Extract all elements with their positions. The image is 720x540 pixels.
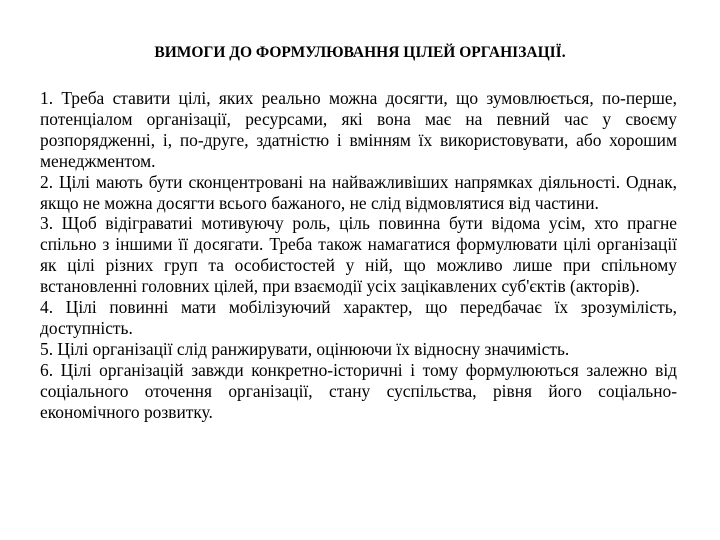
list-item-6: 6. Цілі організацій завжди конкретно-історичні і тому формулюються залежно від соціального оточення організації, стану суспільства, рівня його соціально-економічного розвитку. — [40, 359, 677, 422]
list-item-3: 3. Щоб відіграватиі мотивуючу роль, ціль повинна бути відома усім, хто прагне спільно з іншими її досягати. Треба також намагатися формулювати цілі організації як цілі різних груп та особистостей у ній, що можливо лише при спільному встановленні головних цілей, при взаємодії усіх зацікавлених суб'єктів (акторів). — [40, 213, 677, 297]
page-title: ВИМОГИ ДО ФОРМУЛЮВАННЯ ЦІЛЕЙ ОРГАНІЗАЦІЇ. — [154, 44, 566, 61]
list-item-5: 5. Цілі організації слід ранжирувати, оцінюючи їх відносну значимість. — [40, 338, 570, 359]
requirements-list — [40, 88, 677, 423]
list-item-4: 4. Цілі повинні мати мобілізуючий характер, що передбачає їх зрозумілість, доступність. — [40, 297, 677, 338]
list-item-2: 2. Цілі мають бути сконцентровані на найважливіших напрямках діяльності. Однак, якщо не можна досягти всього бажаного, не слід відмовлятися від частини. — [40, 171, 677, 213]
list-item-1: 1. Треба ставити цілі, яких реально можна досягти, що зумовлюється, по-перше, потенціалом організації, ресурсами, які вона має на певний час у своєму розпорядженні, і, по-друге, здатністю і вмінням їх використовувати, або хорошим менеджментом. — [40, 88, 677, 171]
